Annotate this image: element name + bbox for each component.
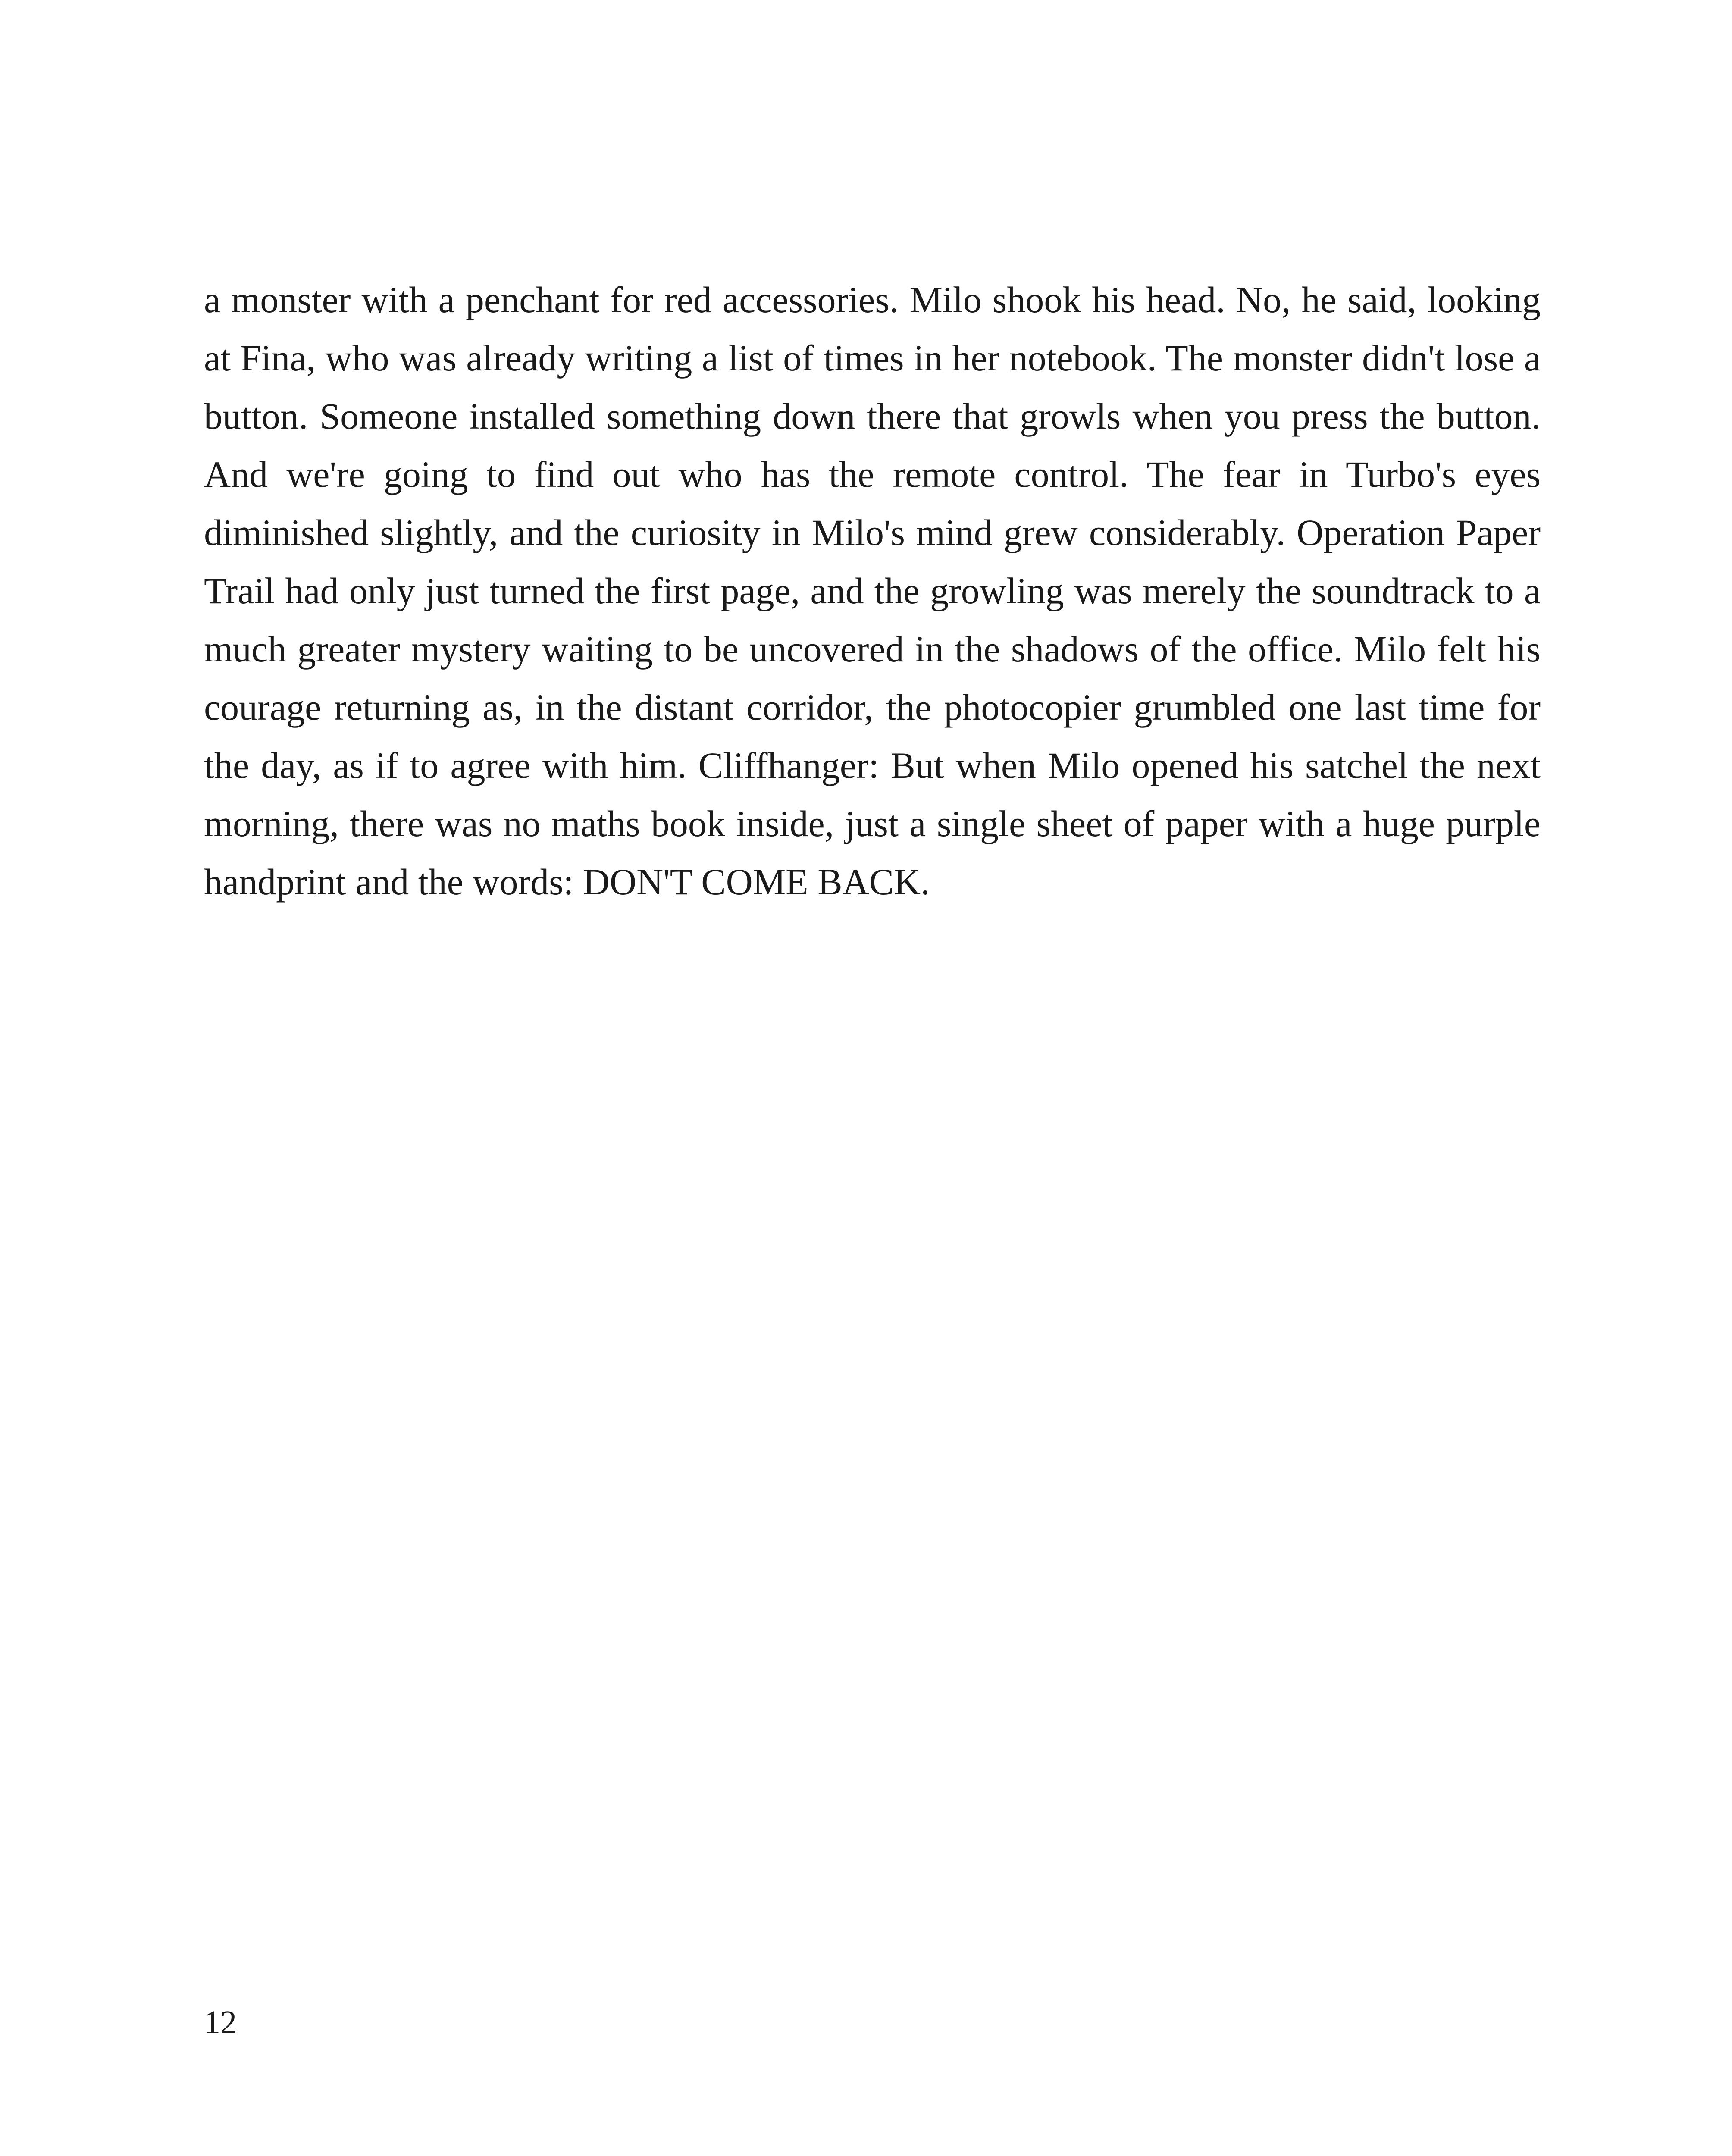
page-number: 12	[204, 2004, 237, 2040]
body-paragraph: a monster with a penchant for red accessories. Milo shook his head. No, he said, looking at Fina, who was already writing a list of times in her notebook. The monster didn't lose a button. Someone installed something down there that growls when you press the button. And we're going to find out who has the remote control. The fear in Turbo's eyes diminished slightly, and the curiosity in Milo's mind grew considerably. Operation Paper Trail had only just turned the first page, and the growling was merely the soundtrack to a much greater mystery waiting to be uncovered in the shadows of the office. Milo felt his courage returning as, in the distant corridor, the photocopier grumbled one last time for the day, as if to agree with him. Cliffhanger: But when Milo opened his satchel the next morning, there was no maths book inside, just a single sheet of paper with a huge purple handprint and the words: DON'T COME BACK.	[204, 279, 1541, 903]
